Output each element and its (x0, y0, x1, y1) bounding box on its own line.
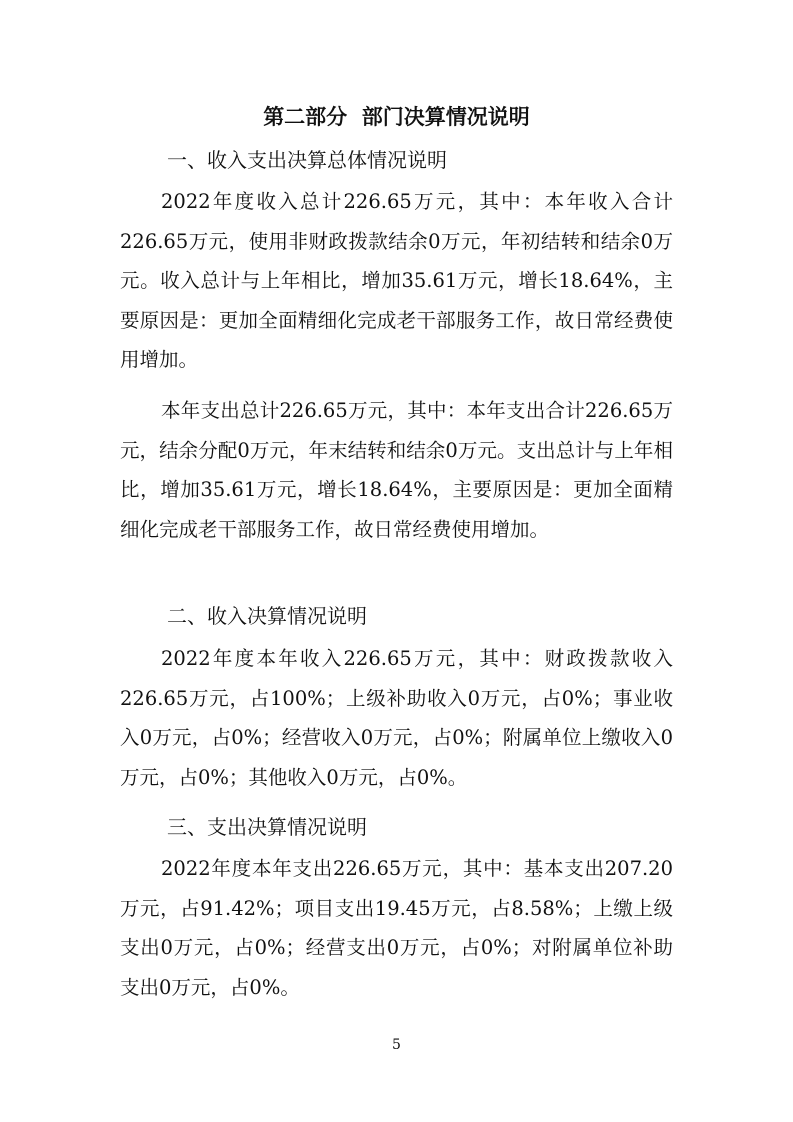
paragraph-income-total: 2022年度收入总计226.65万元，其中：本年收入合计226.65万元，使用非财政拨款结余0万元，年初结转和结余0万元。收入总计与上年相比，增加35.61万元，增长18.64%，主要原因是：更加全面精细化完成老干部服务工作，故日常经费使用增加。 (120, 190, 673, 371)
paragraph-expense-detail: 2022年度本年支出226.65万元，其中：基本支出207.20万元，占91.42%；项目支出19.45万元，占8.58%；上缴上级支出0万元，占0%；经营支出0万元，占0%；对附属单位补助支出0万元，占0%。 (120, 857, 673, 999)
page-number: 5 (392, 1037, 401, 1053)
section-heading-income: 二、收入决算情况说明 (167, 604, 367, 628)
paragraph-income-detail: 2022年度本年收入226.65万元，其中：财政拨款收入226.65万元，占100%；上级补助收入0万元，占0%；事业收入0万元，占0%；经营收入0万元，占0%；附属单位上缴收入0万元，占0%；其他收入0万元，占0%。 (120, 647, 673, 789)
section-heading-expense: 三、支出决算情况说明 (167, 815, 367, 839)
paragraph-expense-total: 本年支出总计226.65万元，其中：本年支出合计226.65万元，结余分配0万元，年末结转和结余0万元。支出总计与上年相比，增加35.61万元，增长18.64%，主要原因是：更加全面精细化完成老干部服务工作，故日常经费使用增加。 (120, 399, 673, 541)
page-title: 第二部分 部门决算情况说明 (263, 105, 530, 129)
section-heading-overall: 一、收入支出决算总体情况说明 (167, 148, 447, 172)
